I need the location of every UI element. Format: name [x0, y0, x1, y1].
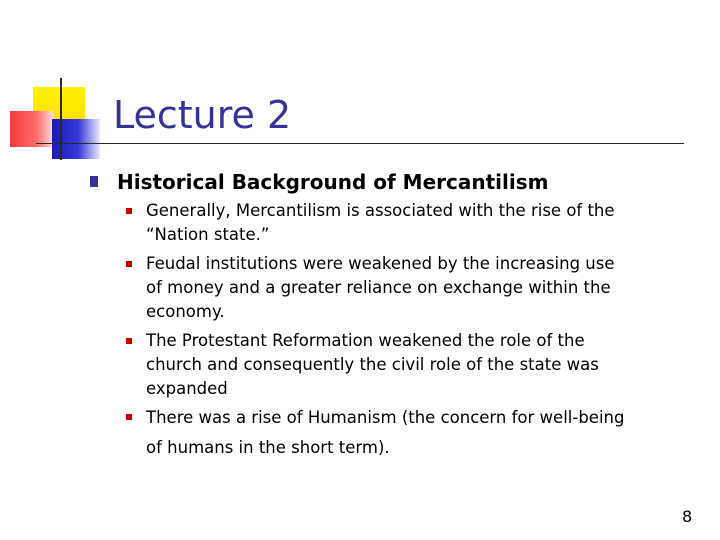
- list-item: [88, 403, 626, 463]
- list-item-text: The Protestant Reformation weakened the role of the church and consequently the civil role of the state was expanded: [146, 331, 599, 398]
- square-bullet-icon: [126, 261, 132, 267]
- decorative-vertical-rule: [60, 78, 62, 160]
- sub-bullet-list: [88, 199, 648, 463]
- square-bullet-icon: [90, 176, 98, 187]
- square-bullet-icon: [126, 338, 132, 344]
- list-item-text: Feudal institutions were weakened by the increasing use of money and a greater reliance on exchange within the economy.: [146, 254, 615, 321]
- square-bullet-icon: [126, 208, 132, 214]
- page-number: 8: [682, 507, 693, 526]
- list-item-text: Generally, Mercantilism is associated with the rise of the “Nation state.”: [146, 201, 615, 244]
- slide-content: [88, 168, 648, 468]
- slide-title: Lecture 2: [113, 93, 292, 137]
- bullet-heading-text: Historical Background of Mercantilism: [117, 170, 549, 194]
- square-bullet-icon: [126, 414, 132, 420]
- bullet-heading: [88, 168, 648, 196]
- list-item-text: There was a rise of Humanism (the concern for well-being of humans in the short term).: [146, 408, 625, 457]
- list-item: [88, 199, 626, 247]
- decorative-red-square: [10, 111, 54, 147]
- title-underline-rule: [36, 143, 684, 144]
- list-item: [88, 252, 626, 324]
- list-item: [88, 329, 626, 401]
